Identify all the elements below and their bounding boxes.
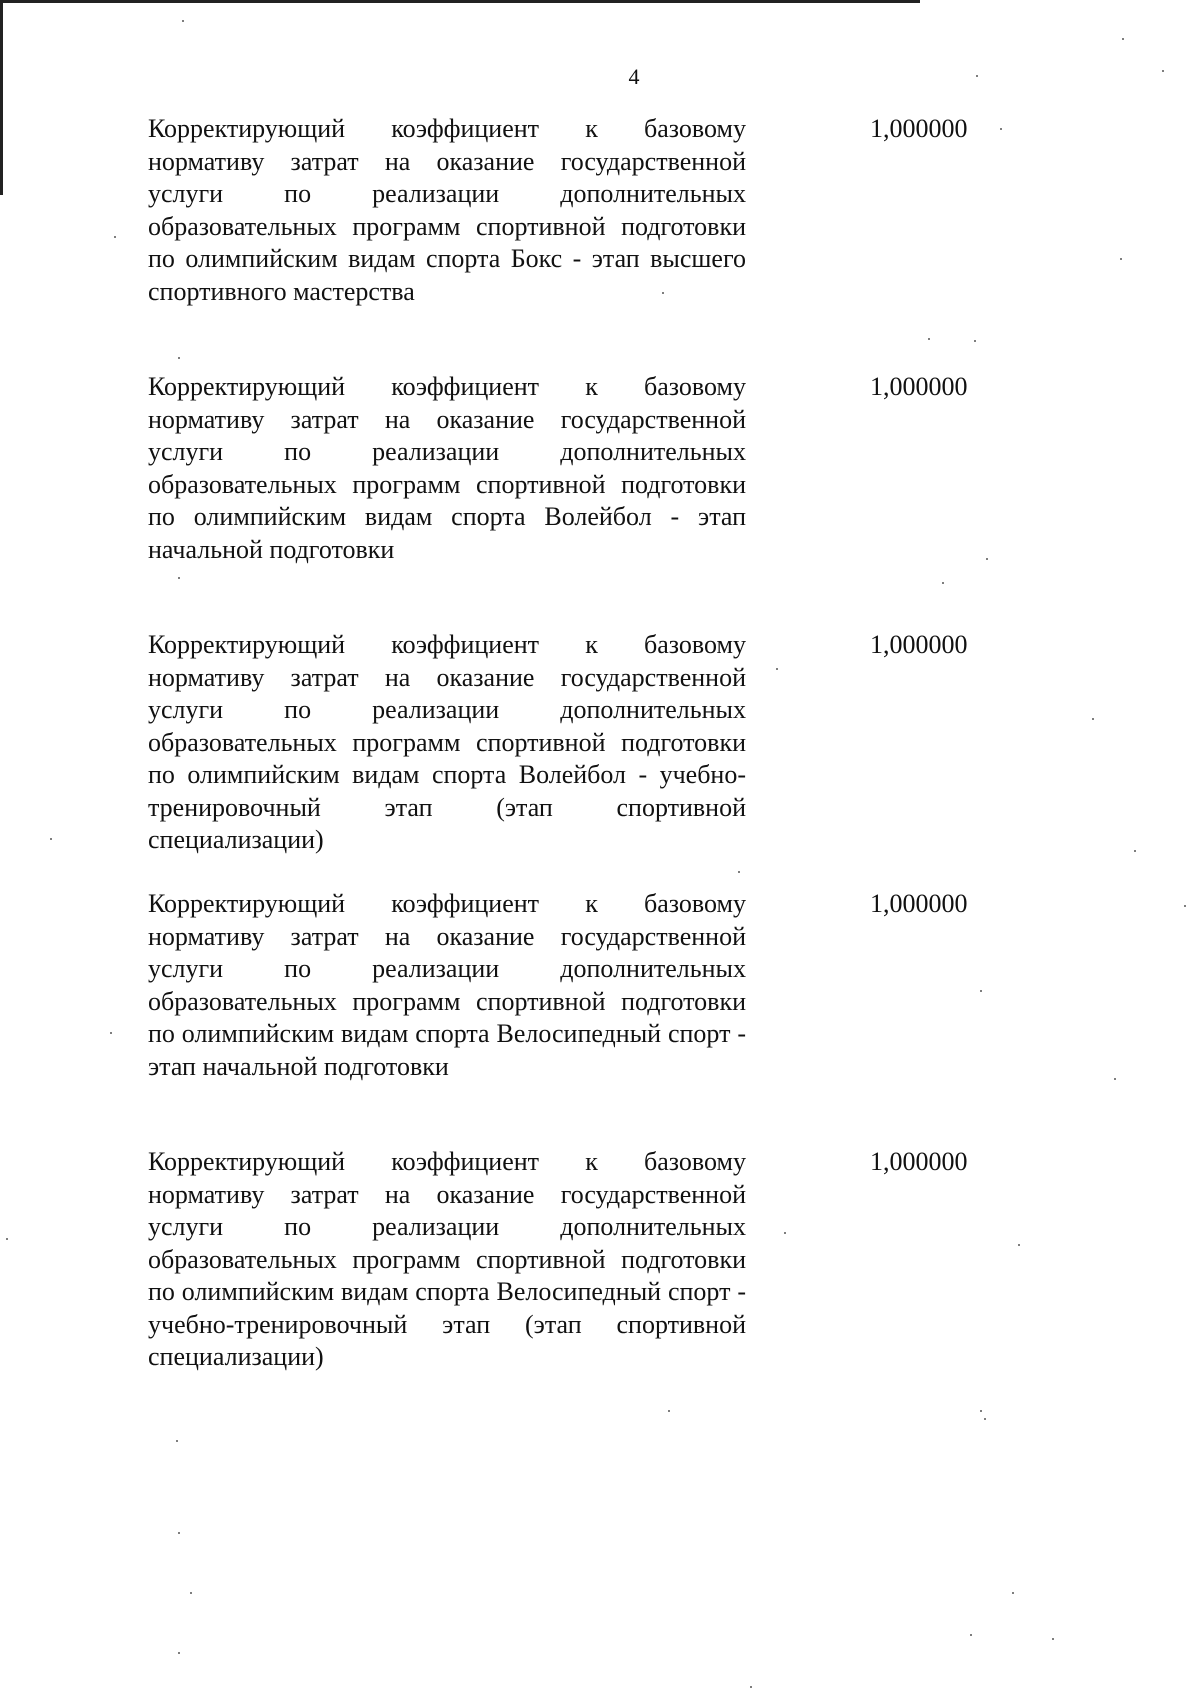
scan-speck	[1120, 258, 1122, 260]
scan-speck	[974, 340, 976, 342]
scan-speck	[1134, 850, 1136, 852]
scan-speck	[776, 668, 778, 670]
scan-speck	[976, 75, 978, 77]
scan-speck	[1092, 718, 1094, 720]
coefficient-entry-3	[148, 629, 968, 857]
scan-speck	[1162, 70, 1164, 72]
coefficient-value: 1,000000	[870, 372, 968, 401]
scan-speck	[784, 1232, 786, 1234]
scan-speck	[942, 582, 944, 584]
scan-speck	[1018, 1244, 1020, 1246]
page-number: 4	[628, 64, 640, 89]
scan-speck	[190, 1592, 192, 1594]
scan-speck	[1000, 128, 1002, 130]
scan-speck	[50, 838, 52, 840]
scan-speck	[1012, 1592, 1014, 1594]
scan-left-margin-mark	[0, 0, 3, 195]
scan-speck	[178, 1532, 180, 1534]
scan-speck	[986, 558, 988, 560]
coefficient-entry-5	[148, 1146, 968, 1374]
coefficient-description: Корректирующий коэффициент к базовому нормативу затрат на оказание государственной услуги по реализации дополнительных образовательных программ спортивной подготовки по олимпийским видам спорта Волейбол - этап начальной подготовки	[148, 372, 746, 564]
coefficient-description: Корректирующий коэффициент к базовому нормативу затрат на оказание государственной услуги по реализации дополнительных образовательных программ спортивной подготовки по олимпийским видам спорта Велосипедный спорт - учебно-тренировочный этап (этап спортивной специализации)	[148, 1147, 746, 1371]
coefficient-description: Корректирующий коэффициент к базовому нормативу затрат на оказание государственной услуги по реализации дополнительных образовательных программ спортивной подготовки по олимпийским видам спорта Волейбол - учебно-тренировочный этап (этап спортивной специализации)	[148, 630, 746, 854]
scan-speck	[1052, 1638, 1054, 1640]
coefficient-value: 1,000000	[870, 889, 968, 918]
scan-speck	[750, 1686, 752, 1688]
scan-speck	[928, 338, 930, 340]
coefficient-value: 1,000000	[870, 1147, 968, 1176]
scan-speck	[178, 357, 180, 359]
scan-speck	[110, 1032, 112, 1034]
scan-speck	[662, 292, 664, 294]
scan-speck	[980, 990, 982, 992]
scan-speck	[970, 1634, 972, 1636]
coefficient-entry-2	[148, 371, 968, 566]
coefficient-value: 1,000000	[870, 630, 968, 659]
scan-speck	[182, 20, 184, 22]
coefficient-description: Корректирующий коэффициент к базовому нормативу затрат на оказание государственной услуги по реализации дополнительных образовательных программ спортивной подготовки по олимпийским видам спорта Велосипедный спорт - этап начальной подготовки	[148, 889, 746, 1081]
scan-top-border	[0, 0, 920, 3]
scan-speck	[980, 1410, 982, 1412]
scan-speck	[176, 1440, 178, 1442]
scan-speck	[6, 1238, 8, 1240]
coefficient-description: Корректирующий коэффициент к базовому нормативу затрат на оказание государственной услуги по реализации дополнительных образовательных программ спортивной подготовки по олимпийским видам спорта Бокс - этап высшего спортивного мастерства	[148, 114, 746, 306]
scan-speck	[178, 1652, 180, 1654]
coefficient-value: 1,000000	[870, 114, 968, 143]
coefficient-entry-4	[148, 888, 968, 1083]
scan-speck	[984, 1418, 986, 1420]
scan-speck	[738, 871, 740, 873]
scan-speck	[1184, 905, 1186, 907]
scan-speck	[1114, 1078, 1116, 1080]
coefficient-entry-1	[148, 113, 968, 308]
scan-speck	[114, 236, 116, 238]
scan-speck	[668, 1410, 670, 1412]
scan-speck	[1122, 38, 1124, 40]
scan-speck	[178, 577, 180, 579]
